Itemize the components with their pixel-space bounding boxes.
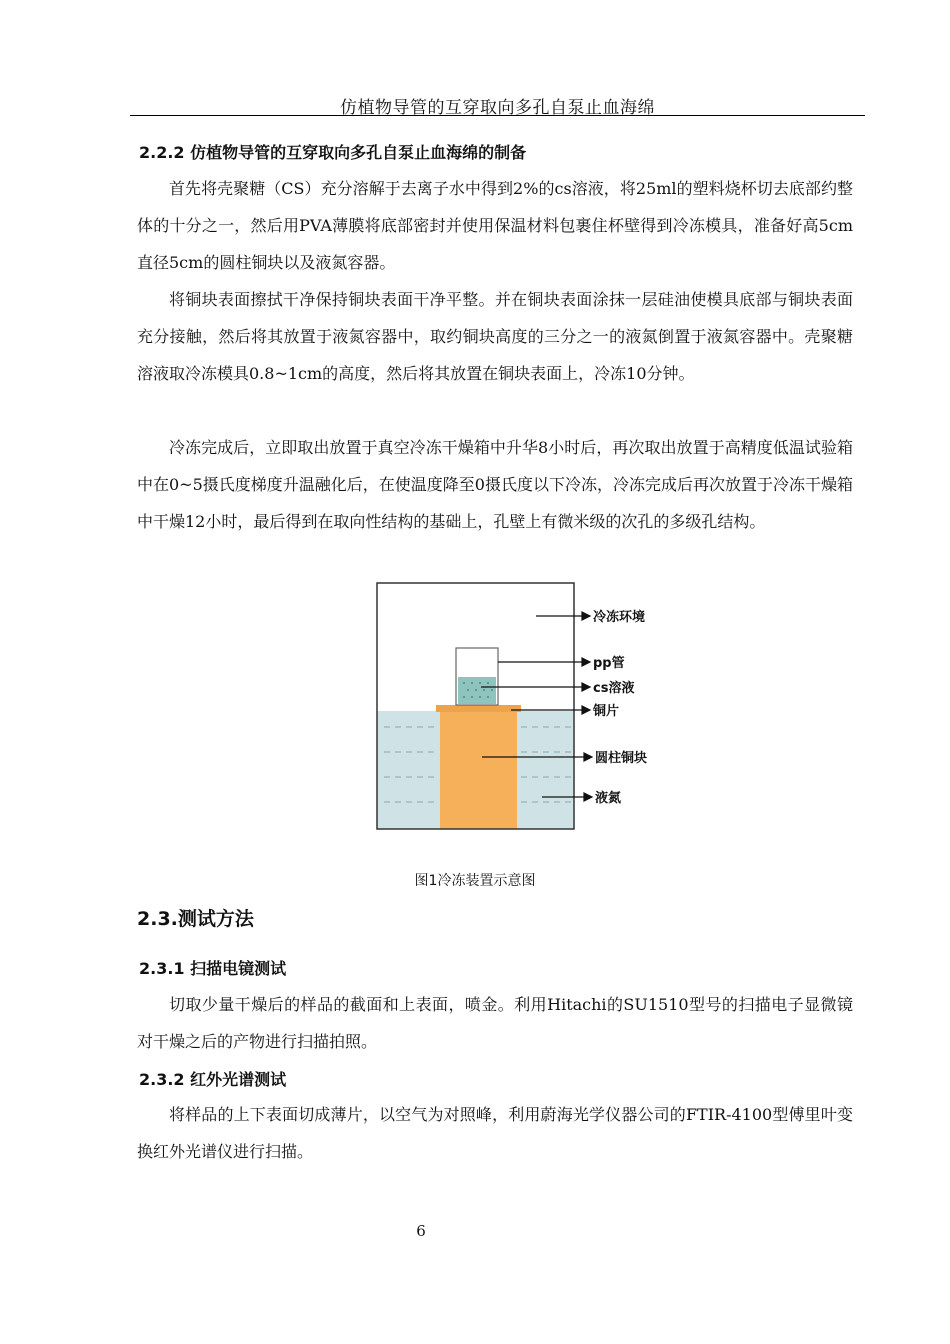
section-2-3-heading: 2.3.测试方法 [137,908,254,930]
figure-1-caption: 图1冷冻装置示意图 [414,873,536,889]
cylinder-copper-block [440,711,517,829]
copper-sheet [436,705,521,712]
cs-solution [458,677,496,704]
label-cs-solution: cs溶液 [593,681,635,696]
paragraph-2: 将铜块表面擦拭干净保持铜块表面干净平整。并在铜块表面涂抹一层硅油使模具底部与铜块表面充分接触，然后将其放置于液氮容器中，取约铜块高度的三分之一的液氮倒置于液氮容器中。壳聚糖溶液取冷冻模具0.8~1cm的高度，然后将其放置在铜块表面上，冷冻10分钟。 [137,290,853,383]
label-pp-tube: pp管 [593,656,625,671]
label-liquid-nitrogen: 液氮 [595,791,622,806]
paragraph-1: 首先将壳聚糖（CS）充分溶解于去离子水中得到2%的cs溶液，将25ml的塑料烧杯切去底部约整体的十分之一，然后用PVA薄膜将底部密封并使用保温材料包裹住杯壁得到冷冻模具，准备好高5cm直径5cm的圆柱铜块以及液氮容器。 [137,179,853,272]
paragraph-ftir: 将样品的上下表面切成薄片，以空气为对照峰，利用蔚海光学仪器公司的FTIR-4100型傅里叶变换红外光谱仪进行扫描。 [137,1105,853,1161]
header-rule [130,115,865,116]
label-copper-sheet: 铜片 [593,704,620,719]
label-cylinder-copper-block: 圆柱铜块 [595,751,648,766]
label-freezing-environment: 冷冻环境 [593,610,646,625]
running-header: 仿植物导管的互穿取向多孔自泵止血海绵 [340,98,655,118]
paragraph-sem: 切取少量干燥后的样品的截面和上表面，喷金。利用Hitachi的SU1510型号的扫描电子显微镜对干燥之后的产物进行扫描拍照。 [137,995,853,1051]
diagram-svg [376,582,676,832]
page-number: 6 [416,1222,426,1240]
freezing-apparatus-diagram [376,582,676,832]
section-2-3-1-heading: 2.3.1 扫描电镜测试 [139,959,287,978]
paragraph-3: 冷冻完成后，立即取出放置于真空冷冻干燥箱中升华8小时后，再次取出放置于高精度低温试验箱中在0~5摄氏度梯度升温融化后，在使温度降至0摄氏度以下冷冻，冷冻完成后再次放置于冷冻干燥箱中干燥12小时，最后得到在取向性结构的基础上，孔壁上有微米级的次孔的多级孔结构。 [137,438,853,531]
section-2-3-2-heading: 2.3.2 红外光谱测试 [139,1070,287,1089]
section-2-2-2-heading: 2.2.2 仿植物导管的互穿取向多孔自泵止血海绵的制备 [139,143,527,162]
